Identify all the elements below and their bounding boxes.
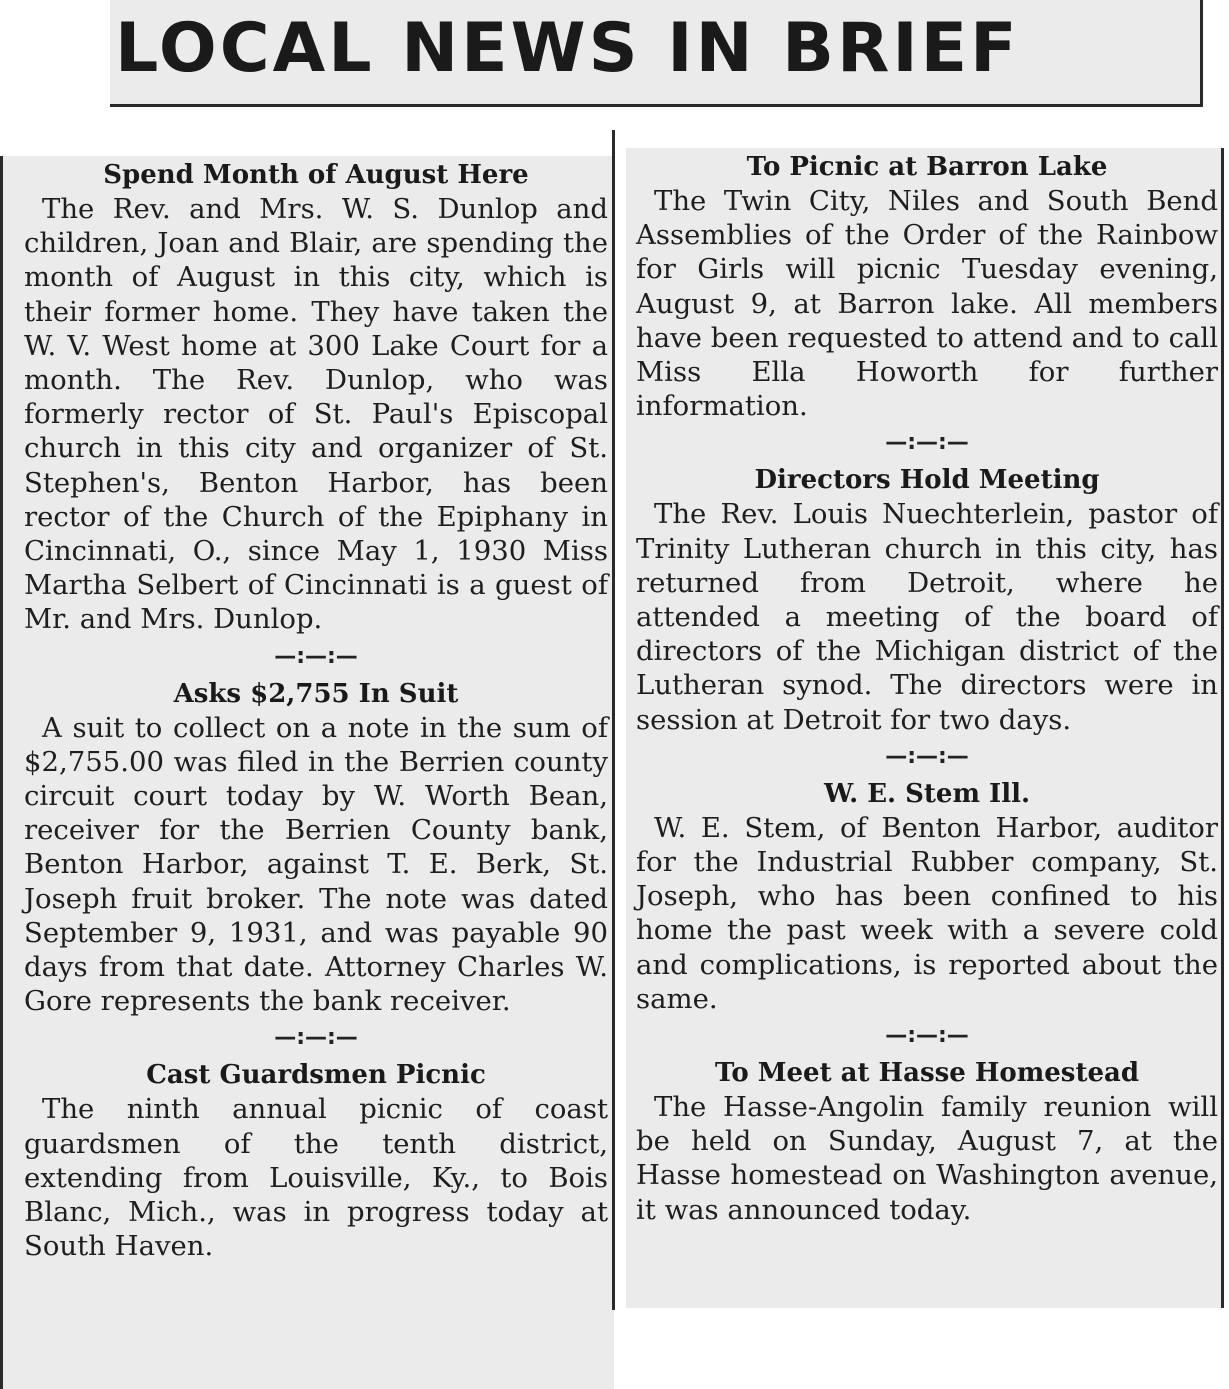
story-headline: Spend Month of August Here <box>103 160 529 190</box>
story-body: The ninth annual picnic of coast guardsmen of the tenth district, extending from Louisville, Ky., to Bois Blanc, Mich., was in progress today at South Haven. <box>24 1093 608 1263</box>
story-headline: To Meet at Hasse Homestead <box>714 1058 1140 1089</box>
story-body: The Hasse-Angolin family reunion will be held on Sunday, August 7, at the Hasse homestead on Washington avenue, it was announced today. <box>636 1091 1218 1226</box>
story-body: The Rev. and Mrs. W. S. Dunlop and children, Joan and Blair, are spending the month of August in this city, which is their former home. They have taken the W. V. West home at 300 Lake Court for a month. The Rev. Dunlop, who was formerly rector of St. Paul's Episcopal church in this city and organizer of St. Stephen's, Benton Harbor, has been rector of the Church of the Epiphany in Cincinnati, O., since May 1, 1930 Miss Martha Selbert of Cincinnati is a guest of Mr. and Mrs. Dunlop. <box>24 193 608 636</box>
left-column <box>0 156 614 1389</box>
story-headline: To Picnic at Barron Lake <box>746 152 1108 182</box>
story-headline: Asks $2,755 In Suit <box>173 678 459 709</box>
story-body: A suit to collect on a note in the sum of $2,755.00 was filed in the Berrien county circuit court today by W. Worth Bean, receiver for the Berrien County bank, Benton Harbor, against T. E. Berk, St. Joseph fruit broker. The note was dated September 9, 1931, and was payable 90 days from that date. Attorney Charles W. Gore represents the bank receiver. <box>24 711 608 1018</box>
masthead-title: LOCAL NEWS IN BRIEF <box>115 9 1020 88</box>
story-divider: —:—:— <box>885 743 969 769</box>
left-border-rule <box>0 156 3 1389</box>
story-divider: —:—:— <box>274 1025 358 1051</box>
story-divider: —:—:— <box>885 1023 969 1049</box>
story-body: The Twin City, Niles and South Bend Assemblies of the Order of the Rainbow for Girls will picnic Tuesday evening, August 9, at Barron lake. All members have been requested to attend and to call Miss Ella Howorth for further information. <box>636 185 1218 423</box>
story-divider: —:—:— <box>885 430 969 456</box>
story-divider: —:—:— <box>274 643 358 669</box>
column-rule <box>612 130 615 1310</box>
story-body: W. E. Stem, of Benton Harbor, auditor for the Industrial Rubber company, St. Joseph, who has been confined to his home the past week with a severe cold and complications, is reported about the same. <box>636 811 1218 1015</box>
right-column <box>626 148 1224 1308</box>
story-headline: Cast Guardsmen Picnic <box>146 1060 486 1091</box>
story-body: The Rev. Louis Nuechterlein, pastor of Trinity Lutheran church in this city, has returned from Detroit, where he attended a meeting of the board of directors of the Michigan district of the Lutheran synod. The directors were in session at Detroit for two days. <box>636 498 1218 736</box>
story-headline: W. E. Stem Ill. <box>823 778 1031 809</box>
story-headline: Directors Hold Meeting <box>754 465 1100 496</box>
right-border-rule <box>1221 148 1224 1308</box>
